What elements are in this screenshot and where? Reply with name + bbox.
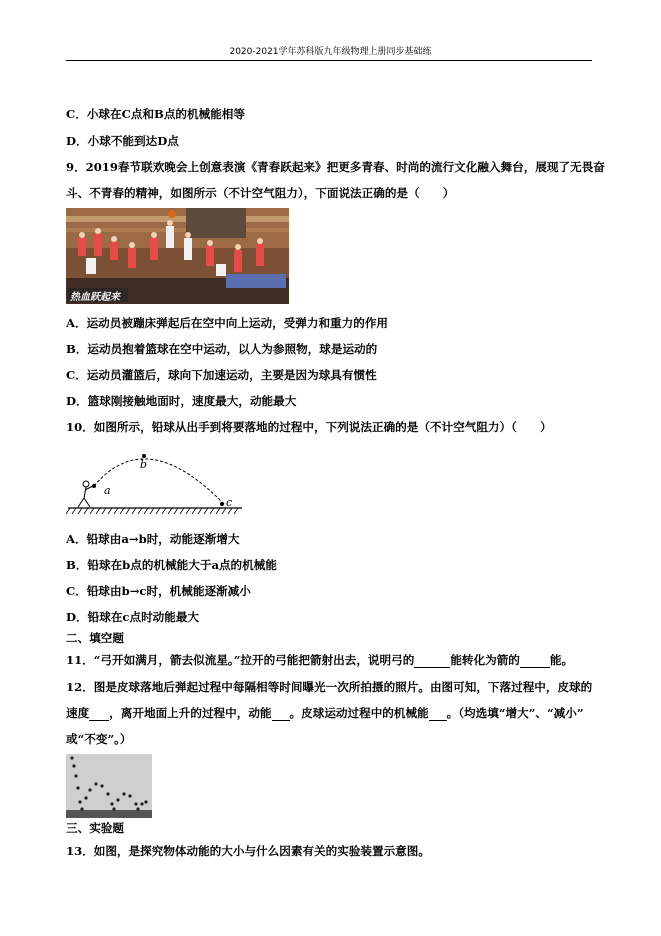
section-experiment: 三、实验题 (66, 821, 124, 835)
section-fill-blank: 二、填空题 (66, 631, 124, 645)
q11-part3: 能。 (549, 653, 574, 667)
q9-photo (66, 208, 289, 304)
q11-blank-1 (414, 655, 450, 668)
q12-part2: ，离开地面上升的过程中，动能 (109, 706, 272, 720)
q12-line1: 12．图是皮球落地后弹起过程中每隔相等时间曝光一次所拍摄的照片。由图可知，下落过程中，皮球的 (66, 680, 593, 694)
q9-stem-line1: 9．2019春节联欢晚会上创意表演《青春跃起来》把更多青春、时尚的流行文化融入舞台，展现了无畏奋 (66, 160, 605, 174)
q10-trajectory-diagram (66, 444, 246, 520)
q9-option-d: D．篮球刚接触地面时，速度最大，动能最大 (66, 394, 297, 408)
page-header: 2020-2021学年苏科版九年级物理上册同步基础练 (229, 47, 432, 57)
q9-option-a: A．运动员被蹦床弹起后在空中向上运动，受弹力和重力的作用 (66, 316, 389, 330)
q13-stem: 13．如图，是探究物体动能的大小与什么因素有关的实验装置示意图。 (66, 844, 430, 858)
q12-blank-3 (429, 708, 447, 721)
q9-option-b: B．运动员抱着篮球在空中运动，以人为参照物，球是运动的 (66, 342, 378, 356)
q10-option-c: C．铅球由b→c时，机械能逐渐减小 (66, 584, 251, 598)
photo-caption: 热血跃起来 (70, 292, 120, 303)
q11-part2: 能转化为箭的 (450, 653, 520, 667)
q12-blank-1 (89, 708, 109, 721)
q12-part1: 速度 (66, 706, 90, 720)
q10-option-a: A．铅球由a→b时，动能逐渐增大 (66, 532, 240, 546)
q11-part1: 11．“弓开如满月，箭去似流星。”拉开的弓能把箭射出去，说明弓的 (66, 653, 415, 667)
q10-option-d: D．铅球在c点时动能最大 (66, 610, 200, 624)
q11-blank-2 (520, 655, 550, 668)
q9-stem-line2: 斗、不青春的精神，如图所示（不计空气阻力），下面说法正确的是（ ） (66, 186, 455, 200)
q9-option-c: C．运动员灌篮后，球向下加速运动，主要是因为球具有惯性 (66, 368, 377, 382)
q10-option-b: B．铅球在b点的机械能大于a点的机械能 (66, 558, 277, 572)
q8-option-d: D．小球不能到达D点 (66, 134, 179, 148)
q10-stem: 10．如图所示，铅球从出手到将要落地的过程中，下列说法正确的是（不计空气阻力）（ ） (66, 420, 552, 434)
header-rule (66, 60, 592, 61)
q12-part3: 。皮球运动过程中的机械能 (289, 706, 429, 720)
q11 (66, 652, 573, 668)
q12-part4: 。（均选填“增大”、“减小” (446, 706, 584, 720)
q12-line3: 或“不变”。） (66, 732, 132, 746)
q12-blank-2 (272, 708, 290, 721)
label-a: a (104, 484, 111, 497)
q12-line2 (66, 705, 584, 721)
label-c: c (226, 496, 233, 509)
label-b: b (140, 458, 148, 471)
q8-option-c: C．小球在C点和B点的机械能相等 (66, 107, 245, 121)
q12-bounce-photo (66, 754, 152, 818)
